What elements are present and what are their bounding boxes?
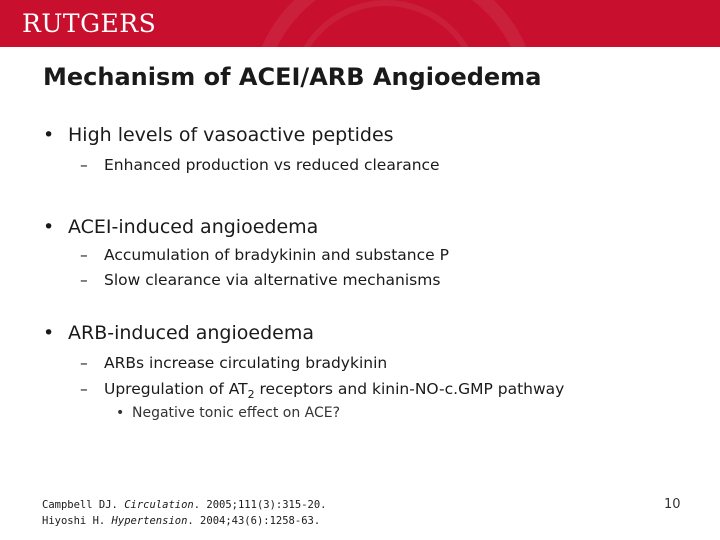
bullet-dot-icon: • xyxy=(43,124,55,146)
bullet-dot-icon: • xyxy=(43,216,55,238)
bullet-3-text: ARB-induced angioedema xyxy=(68,322,314,344)
bullet-dot-icon: • xyxy=(43,322,55,344)
bullet-2-sub-2: – Slow clearance via alternative mechanisms xyxy=(80,271,441,289)
bullet-2-sub-1: – Accumulation of bradykinin and substance P xyxy=(80,246,449,264)
bullet-1 xyxy=(43,124,394,146)
bullet-3-sub-2: – Upregulation of $AT_2$ receptors and kinin-NO-c.GMP pathway xyxy=(80,380,565,402)
bullet-3-subsub-1: • Negative tonic effect on ACE? xyxy=(116,405,341,421)
bullet-1-sub-1: – Enhanced production vs reduced clearance xyxy=(80,156,440,174)
reference-2: Hiyoshi H. Hypertension. 2004;43(6):1258-63. xyxy=(42,515,321,527)
references xyxy=(42,497,327,529)
bullet-3 xyxy=(43,322,314,344)
bullet-1-text: High levels of vasoactive peptides xyxy=(68,124,394,146)
slide-title: Mechanism of ACEI/ARB Angioedema xyxy=(43,63,542,91)
bullet-3-sub-1: – ARBs increase circulating bradykinin xyxy=(80,354,388,372)
page-number: 10 xyxy=(664,497,681,512)
header-banner xyxy=(0,0,720,47)
rutgers-logo: RUTGERS xyxy=(22,9,157,38)
bullet-2-text: ACEI-induced angioedema xyxy=(68,216,319,238)
bullet-2 xyxy=(43,216,318,238)
reference-1: Campbell DJ. Circulation. 2005;111(3):315-20. xyxy=(42,499,327,511)
